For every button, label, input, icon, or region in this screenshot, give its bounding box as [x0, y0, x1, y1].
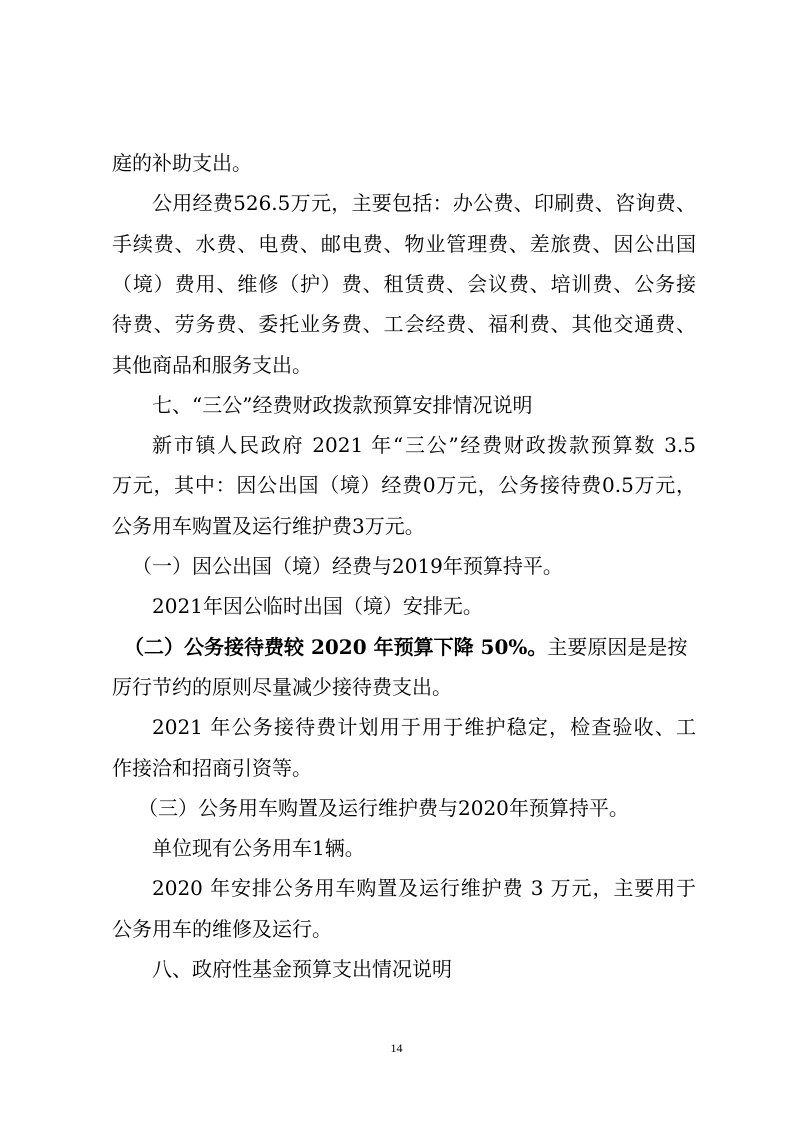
paragraph-line: 公用经费526.5万元，主要包括：办公费、印刷费、咨询费、 [152, 191, 696, 215]
paragraph-line: 单位现有公务用车1辆。 [152, 836, 365, 860]
paragraph-line: 公务用车购置及运行维护费3万元。 [112, 514, 425, 538]
bold-heading-text: （二）公务接待费较 2020 年预算下降 50%。 [124, 635, 548, 659]
paragraph-line: 手续费、水费、电费、邮电费、物业管理费、差旅费、因公出国 [112, 232, 696, 256]
subsection-heading: （一）因公出国（境）经费与2019年预算持平。 [132, 554, 563, 578]
paragraph-line: 2020 年安排公务用车购置及运行维护费 3 万元，主要用于 [152, 876, 696, 900]
section-heading: 七、“三公”经费财政拨款预算安排情况说明 [152, 393, 533, 417]
paragraph-line: （境）费用、维修（护）费、租赁费、会议费、培训费、公务接 [112, 272, 696, 296]
paragraph-line: 万元，其中：因公出国（境）经费0万元，公务接待费0.5万元， [112, 473, 696, 497]
paragraph-line: 2021 年公务接待费计划用于用于维护稳定，检查验收、工 [152, 715, 696, 739]
paragraph-line: 厉行节约的原则尽量减少接待费支出。 [112, 675, 452, 699]
paragraph-line: 2021年因公临时出国（境）安排无。 [152, 594, 483, 618]
paragraph-text: 主要原因是是按 [547, 635, 688, 659]
paragraph-line: 其他商品和服务支出。 [112, 353, 312, 377]
section-heading: 八、政府性基金预算支出情况说明 [152, 957, 452, 981]
paragraph-line: 待费、劳务费、委托业务费、工会经费、福利费、其他交通费、 [112, 312, 696, 336]
paragraph-line: 新市镇人民政府 2021 年“三公”经费财政拨款预算数 3.5 [152, 433, 696, 457]
paragraph-line: 公务用车的维修及运行。 [112, 917, 332, 941]
page-number: 14 [390, 1041, 403, 1055]
paragraph-line: 庭的补助支出。 [112, 151, 252, 175]
subsection-heading: （三）公务用车购置及运行维护费与2020年预算持平。 [138, 796, 629, 820]
paragraph-line: 作接洽和招商引资等。 [112, 756, 312, 780]
subsection-heading-line [124, 634, 687, 660]
